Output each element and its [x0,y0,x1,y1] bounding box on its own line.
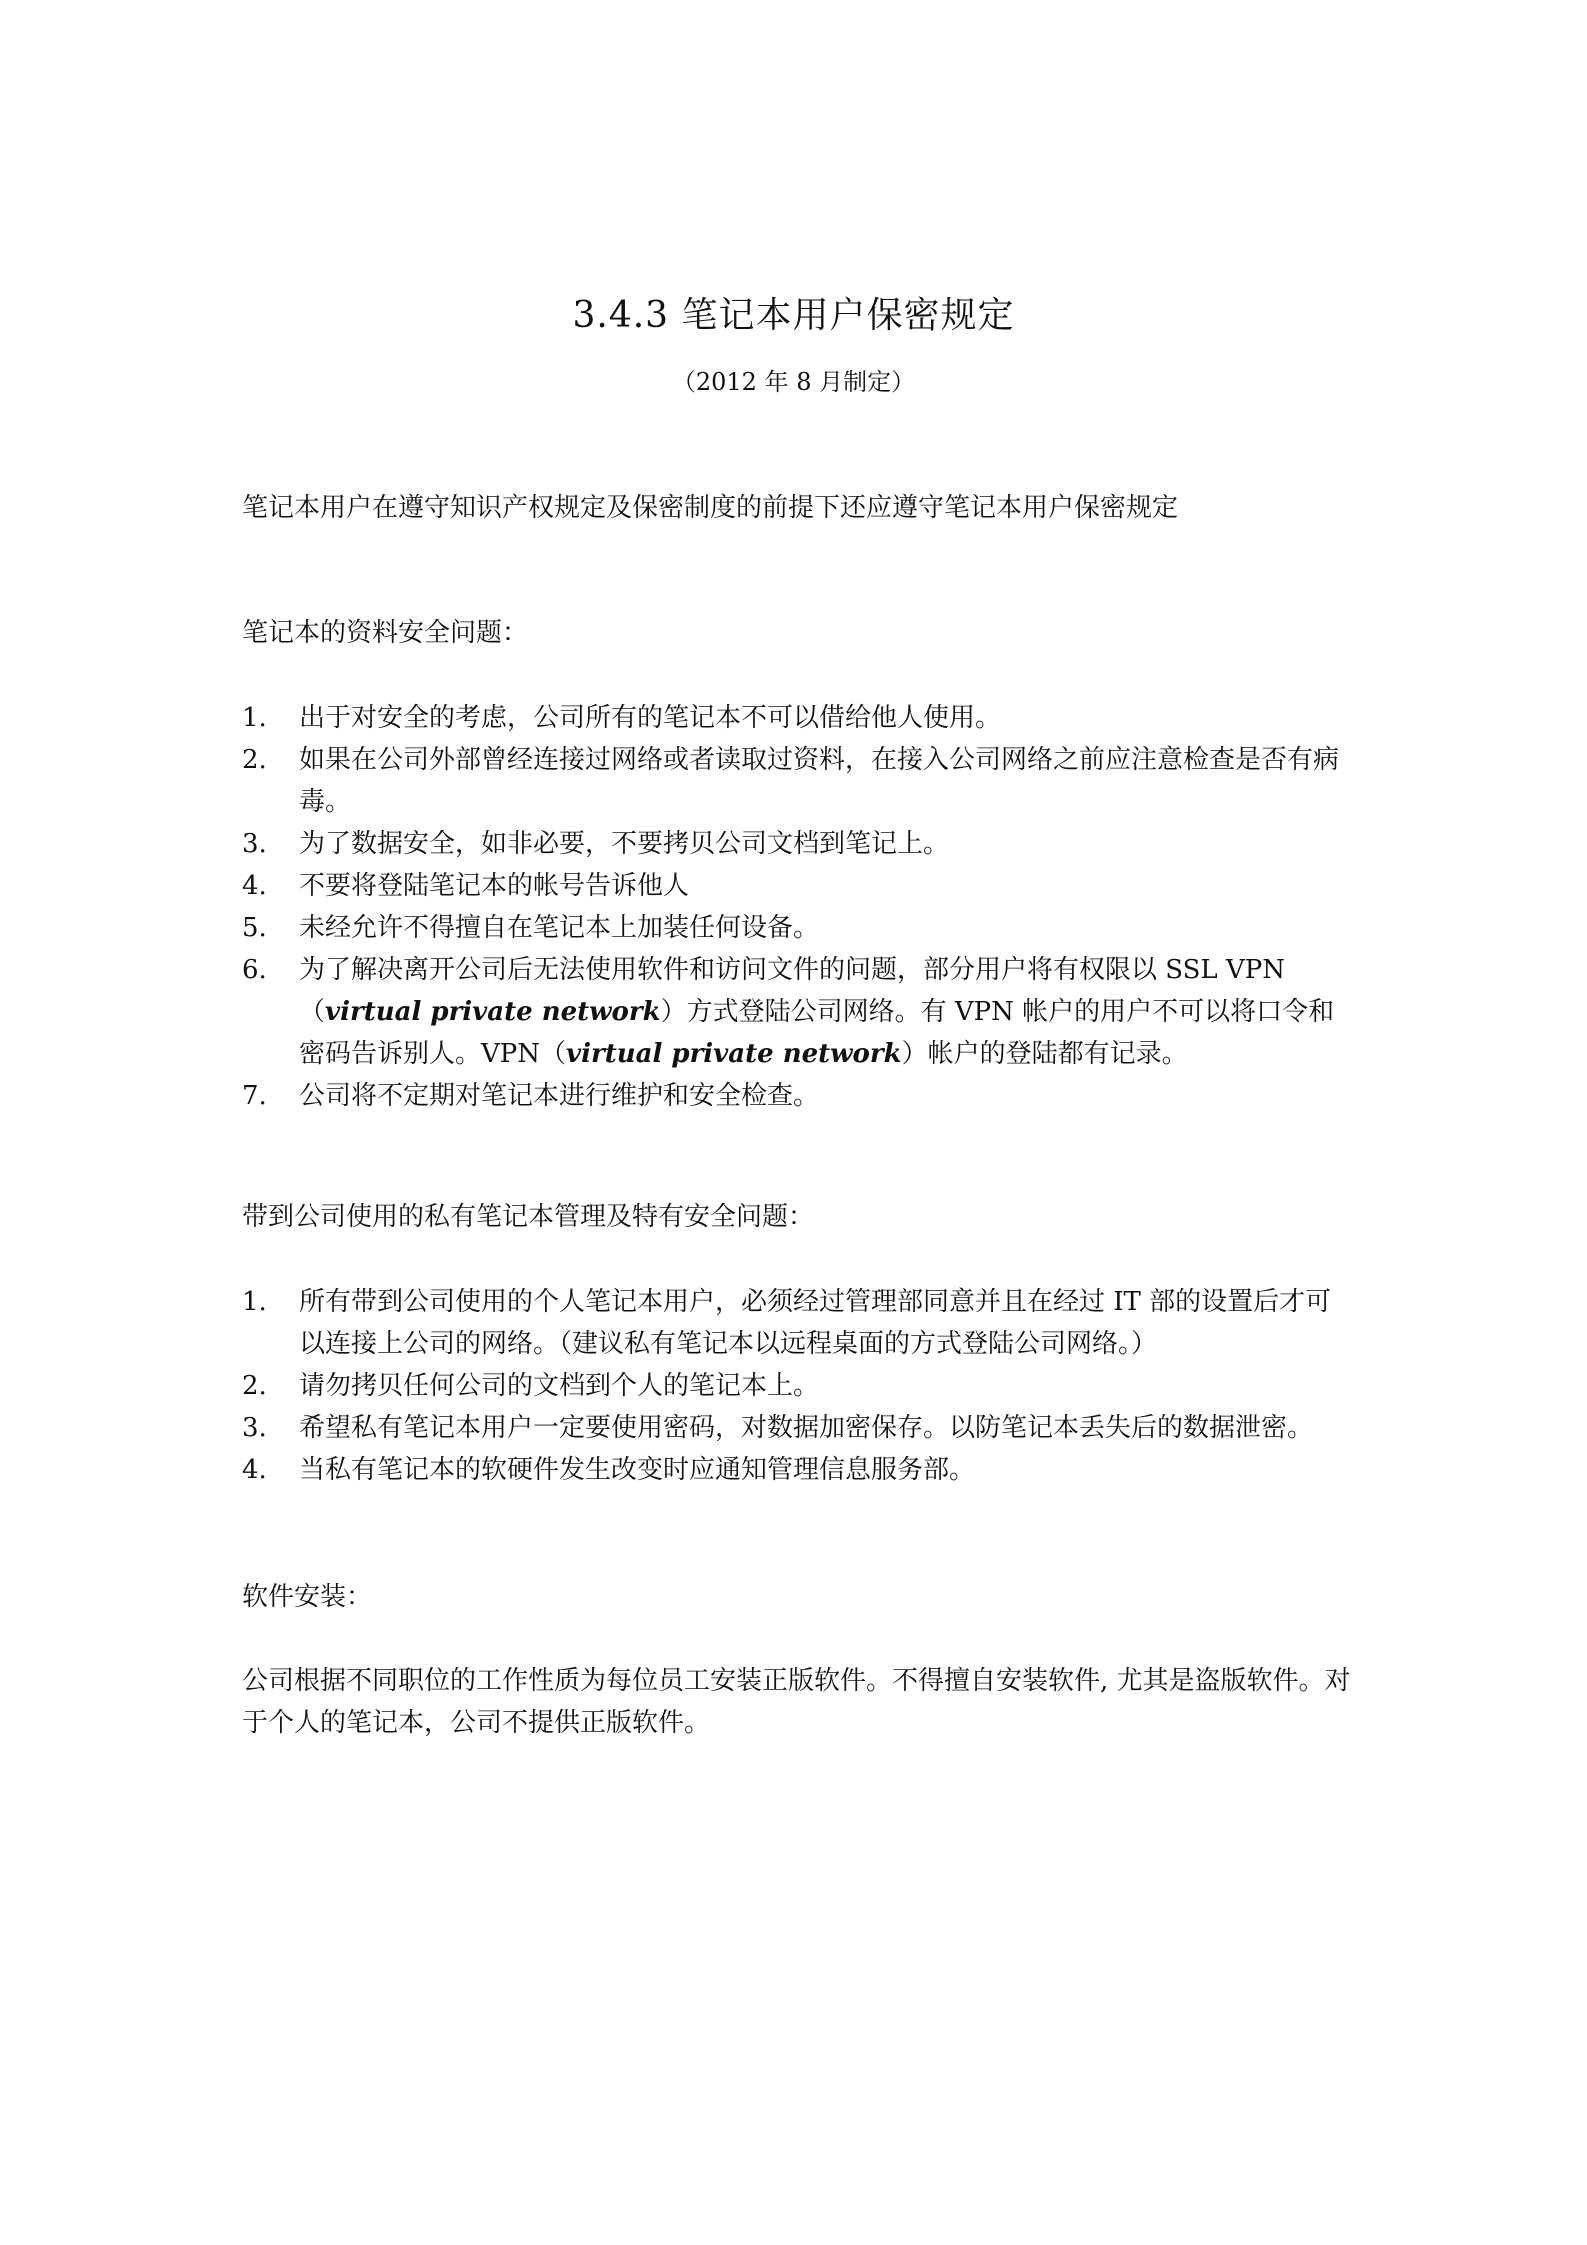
list-item-number: 2. [242,1371,267,1401]
list-item-text: 当私有笔记本的软硬件发生改变时应通知管理信息服务部。 [299,1455,976,1485]
list-item-number: 7. [242,1081,267,1111]
document-title: 3.4.3 笔记本用户保密规定 [572,295,1015,336]
list-item [242,865,1352,907]
list-item [242,949,1352,1075]
section-heading-software-install: 软件安装： [242,1582,373,1612]
list-item [242,1407,1352,1449]
list-item-text-b: ）方式登陆公司网络。有 VPN 帐户的用户不可以将口令和密码告诉别人。VPN（ [299,997,1335,1069]
list-item-text: 出于对安全的考虑，公司所有的笔记本不可以借给他人使用。 [299,703,1002,733]
list-item-number: 6. [242,955,267,985]
list-item-text: 如果在公司外部曾经连接过网络或者读取过资料，在接入公司网络之前应注意检查是否有病毒。 [299,745,1340,817]
list-item [242,697,1352,739]
list-item-number: 1. [242,703,267,733]
list-item-text: 未经允许不得擅自在笔记本上加装任何设备。 [299,913,820,943]
list-item [242,1075,1352,1117]
list-item-text: 所有带到公司使用的个人笔记本用户，必须经过管理部同意并且在经过 IT 部的设置后才可以连接上公司的网络。（建议私有笔记本以远程桌面的方式登陆公司网络。） [299,1287,1332,1359]
list-item-number: 3. [242,829,267,859]
private-laptops-list [242,1281,1352,1491]
list-item [242,739,1352,823]
list-item-text: 公司将不定期对笔记本进行维护和安全检查。 [299,1081,820,1111]
list-item-number: 1. [242,1287,267,1317]
list-item-number: 3. [242,1413,267,1443]
list-item-number: 5. [242,913,267,943]
list-item-number: 2. [242,745,267,775]
software-install-paragraph: 公司根据不同职位的工作性质为每位员工安装正版软件。不得擅自安装软件, 尤其是盗版软件。对于个人的笔记本，公司不提供正版软件。 [242,1666,1351,1738]
list-item [242,1281,1352,1365]
vpn-term-italic-b: virtual private network [566,1039,902,1069]
section-heading-private-laptops: 带到公司使用的私有笔记本管理及特有安全问题： [242,1202,815,1232]
list-item [242,1365,1352,1407]
list-item-text: 希望私有笔记本用户一定要使用密码，对数据加密保存。以防笔记本丢失后的数据泄密。 [299,1413,1314,1443]
list-item-text: 请勿拷贝任何公司的文档到个人的笔记本上。 [299,1371,820,1401]
list-item-text: 为了数据安全，如非必要，不要拷贝公司文档到笔记上。 [299,829,950,859]
list-item [242,907,1352,949]
data-security-list [242,697,1352,1117]
document-subtitle: （2012 年 8 月制定） [671,368,916,396]
list-item-text: 不要将登陆笔记本的帐号告诉他人 [299,871,690,901]
list-item [242,823,1352,865]
list-item-number: 4. [242,1455,267,1485]
list-item [242,1449,1352,1491]
list-item-text-a: 为了解决离开公司后无法使用软件和访问文件的问题，部分用户将有权限以 SSL VPN（ [299,955,1285,1027]
list-item-number: 4. [242,871,267,901]
section-heading-data-security: 笔记本的资料安全问题： [242,618,529,648]
intro-paragraph: 笔记本用户在遵守知识产权规定及保密制度的前提下还应遵守笔记本用户保密规定 [242,493,1179,523]
vpn-term-italic-a: virtual private network [325,997,661,1027]
list-item-text-c: ）帐户的登陆都有记录。 [901,1039,1188,1069]
